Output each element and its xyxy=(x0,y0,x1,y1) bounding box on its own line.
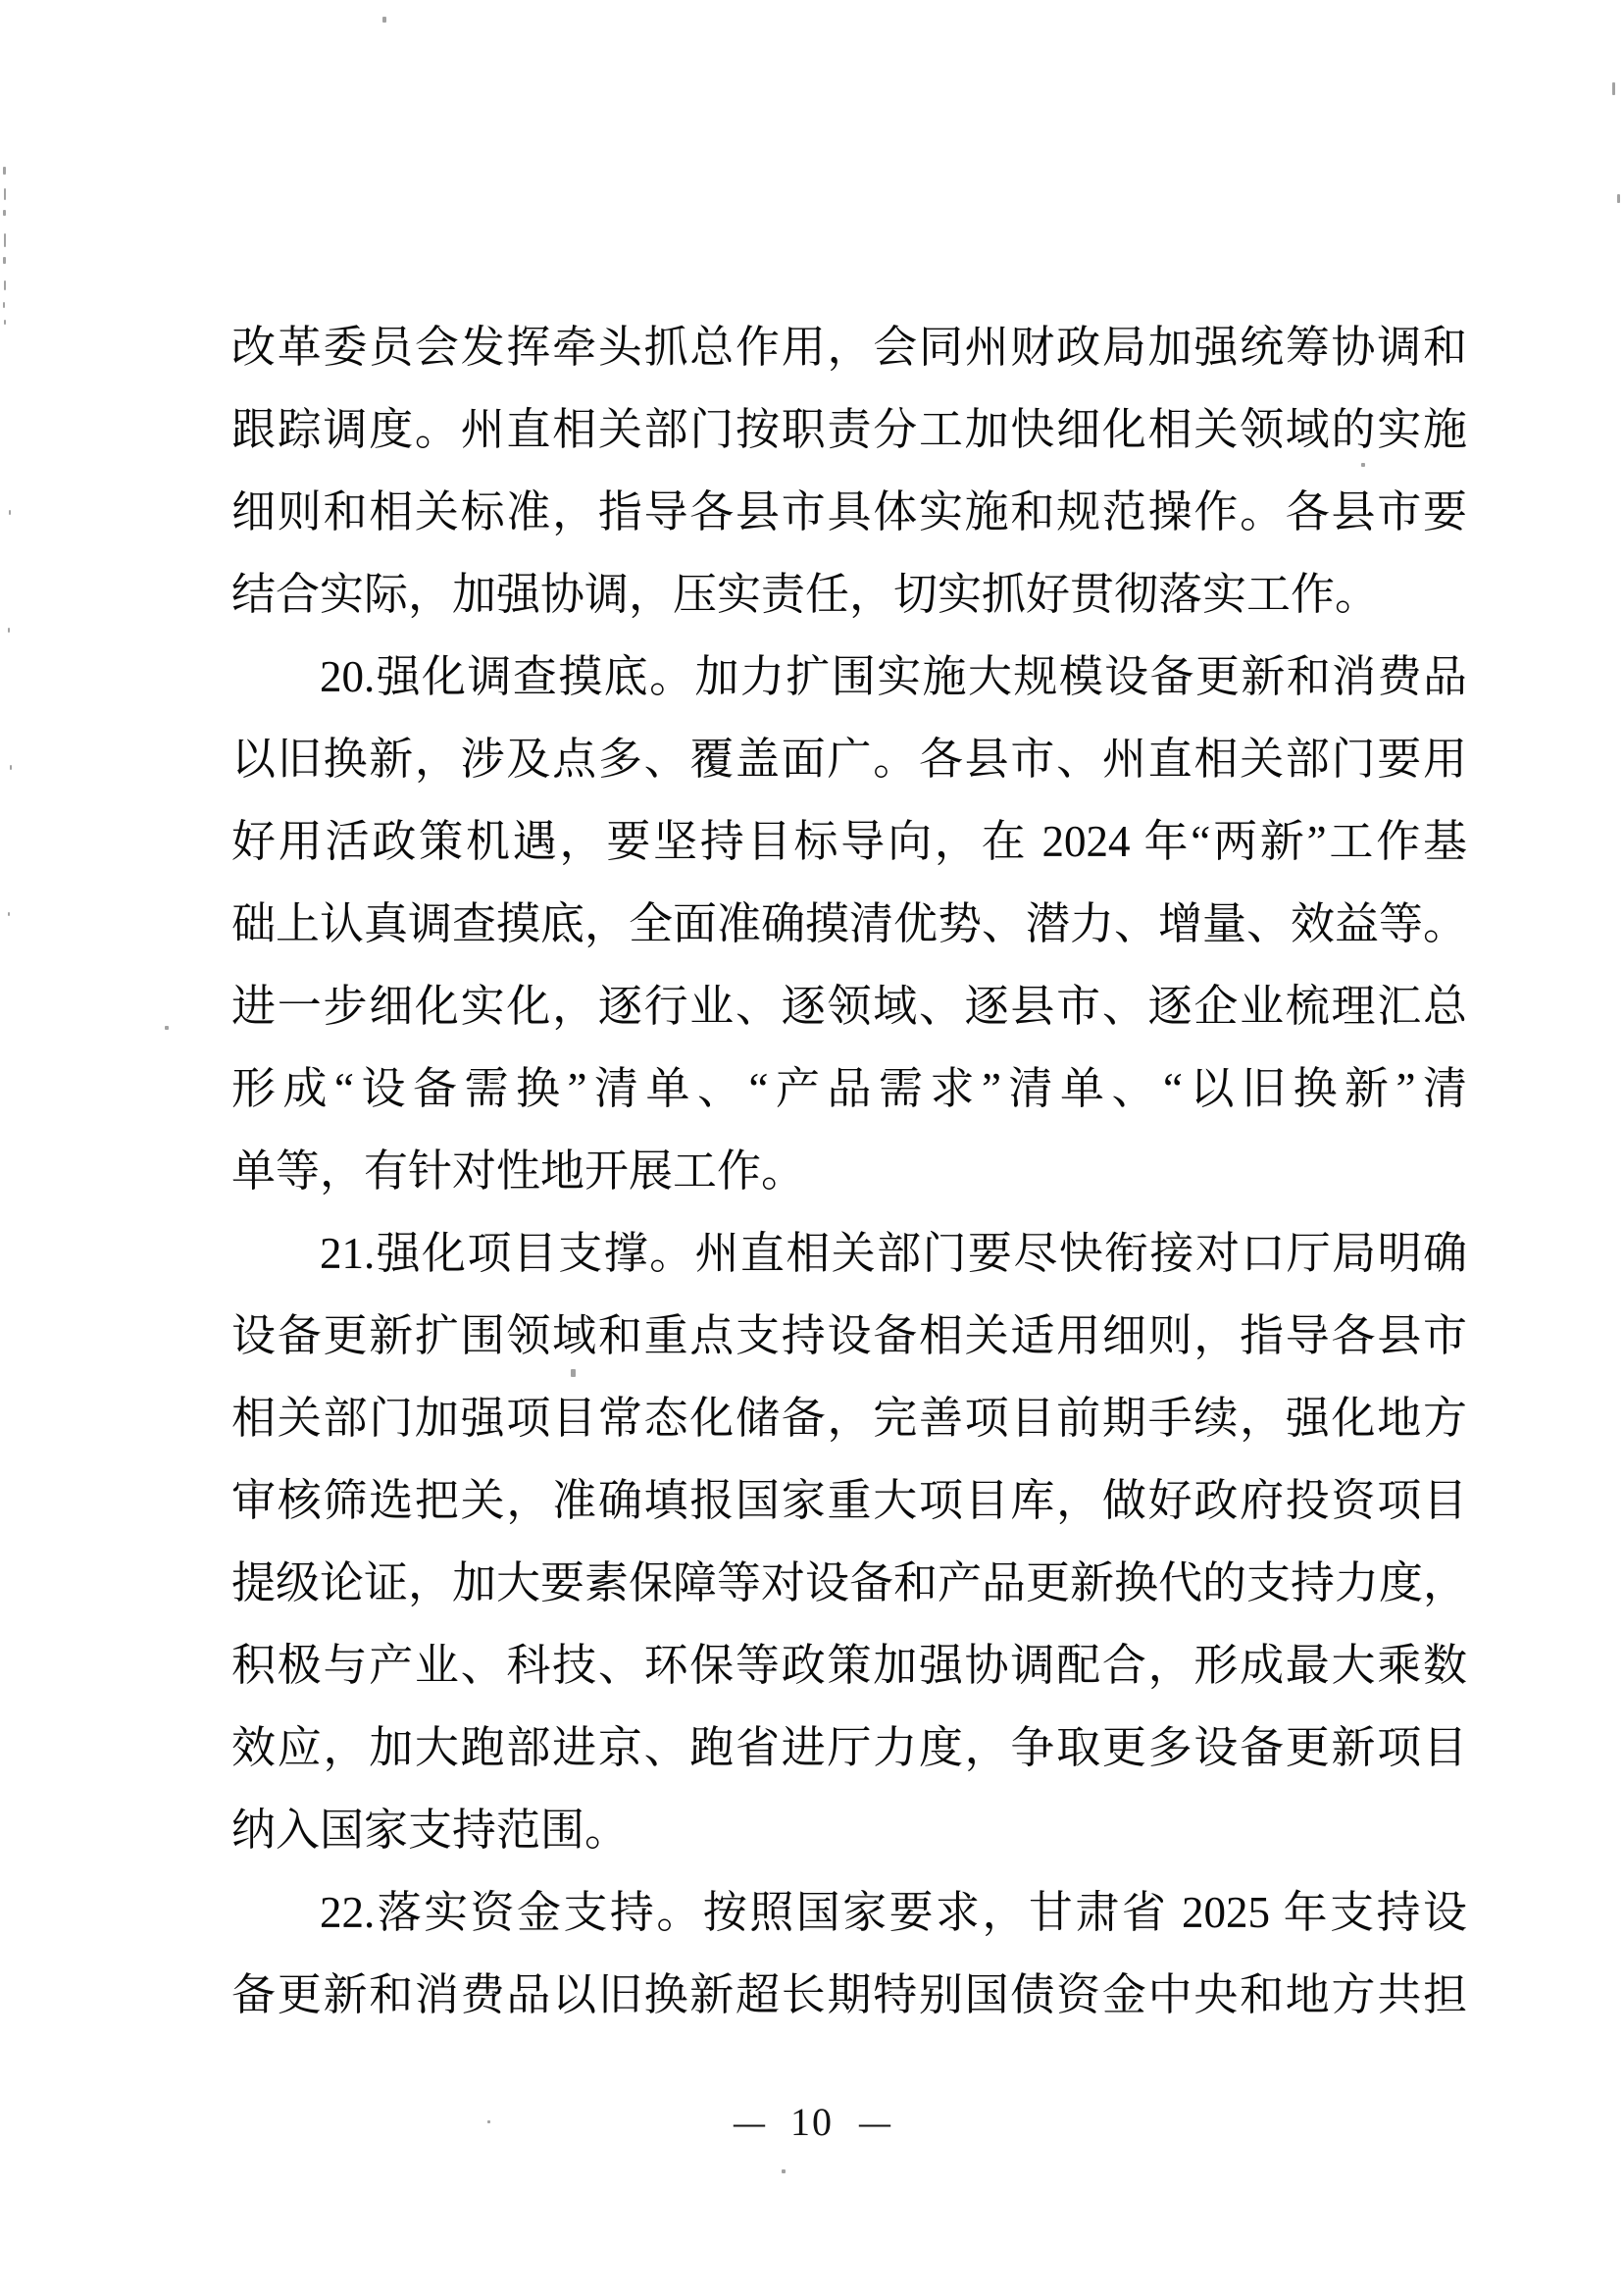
page-number-left-dash: — xyxy=(734,2100,765,2144)
scan-speck xyxy=(8,628,10,633)
page-number-right-dash: — xyxy=(859,2100,890,2144)
scan-speck xyxy=(1361,463,1365,467)
text-line: 础上认真调查摸底，全面准确摸清优势、潜力、增量、效益等。 xyxy=(231,899,1468,948)
scan-speck xyxy=(4,233,6,247)
scan-speck xyxy=(3,210,6,216)
scan-speck xyxy=(4,188,6,200)
text-line: 进一步细化实化，逐行业、逐领域、逐县市、逐企业梳理汇总 xyxy=(231,982,1467,1031)
page-number-value: 10 xyxy=(790,2100,834,2144)
scan-speck xyxy=(4,280,6,290)
text-line: 纳入国家支持范围。 xyxy=(231,1806,630,1855)
scan-speck xyxy=(9,510,11,515)
scan-speck xyxy=(487,2120,490,2123)
scan-speck xyxy=(3,257,6,264)
text-line: 备更新和消费品以旧换新超长期特别国债资金中央和地方共担 xyxy=(231,1970,1467,2019)
text-line: 20.强化调查摸底。加力扩围实施大规模设备更新和消费品 xyxy=(320,652,1467,701)
text-line: 积极与产业、科技、环保等政策加强协调配合，形成最大乘数 xyxy=(231,1641,1467,1690)
scan-speck xyxy=(571,1369,576,1377)
page-number xyxy=(0,2099,1624,2146)
scan-speck xyxy=(8,912,10,916)
text-line: 审核筛选把关，准确填报国家重大项目库，做好政府投资项目 xyxy=(231,1476,1467,1525)
scan-speck xyxy=(3,167,6,175)
scan-speck xyxy=(382,17,386,23)
scan-speck xyxy=(4,320,6,325)
scan-speck xyxy=(3,302,5,308)
scan-speck xyxy=(1612,82,1615,95)
text-line: 提级论证，加大要素保障等对设备和产品更新换代的支持力度， xyxy=(231,1558,1468,1607)
document-body-text xyxy=(231,306,1467,2036)
text-line: 相关部门加强项目常态化储备，完善项目前期手续，强化地方 xyxy=(231,1394,1467,1443)
text-line: 设备更新扩围领域和重点支持设备相关适用细则，指导各县市 xyxy=(231,1311,1467,1360)
text-line: 改革委员会发挥牵头抓总作用，会同州财政局加强统筹协调和 xyxy=(231,323,1467,372)
text-line: 效应，加大跑部进京、跑省进厅力度，争取更多设备更新项目 xyxy=(231,1723,1467,1772)
scan-speck xyxy=(165,1026,169,1030)
text-line: 单等，有针对性地开展工作。 xyxy=(231,1146,806,1196)
scan-speck xyxy=(782,2169,786,2173)
text-line: 以旧换新，涉及点多、覆盖面广。各县市、州直相关部门要用 xyxy=(231,735,1467,784)
scan-speck xyxy=(1617,194,1620,203)
text-line: 22.落实资金支持。按照国家要求，甘肃省 2025 年支持设 xyxy=(320,1888,1467,1937)
text-line: 跟踪调度。州直相关部门按职责分工加快细化相关领域的实施 xyxy=(231,405,1467,454)
text-line: 结合实际，加强协调，压实责任，切实抓好贯彻落实工作。 xyxy=(231,570,1380,619)
text-line: 好用活政策机遇，要坚持目标导向，在 2024 年“两新”工作基 xyxy=(231,817,1467,866)
text-line: 形成“设备需换”清单、“产品需求”清单、“以旧换新”清 xyxy=(231,1064,1467,1113)
text-line: 21.强化项目支撑。州直相关部门要尽快衔接对口厅局明确 xyxy=(320,1229,1467,1278)
text-line: 细则和相关标准，指导各县市具体实施和规范操作。各县市要 xyxy=(231,487,1467,536)
scan-speck xyxy=(10,765,12,770)
